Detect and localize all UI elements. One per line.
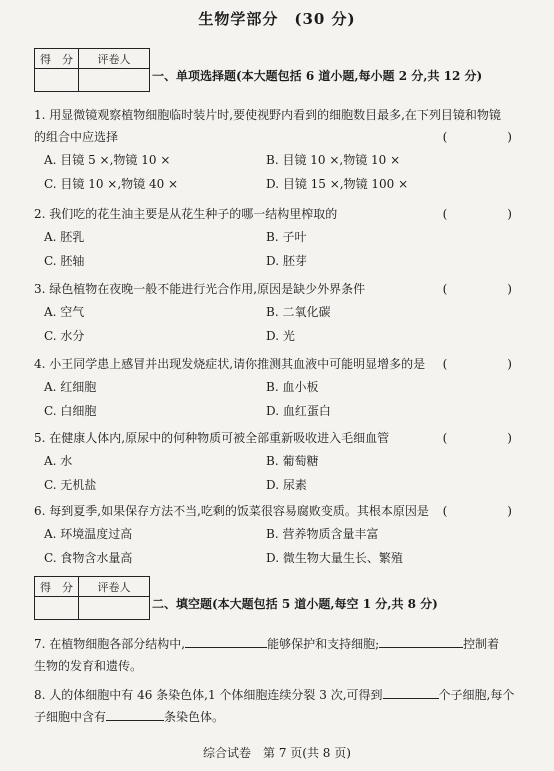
question-4 [34, 353, 524, 423]
page-title: 生物学部分 (30 分) [198, 10, 356, 28]
question-7 [34, 633, 524, 677]
option-d[interactable]: D. 光 [266, 329, 295, 343]
option-b[interactable]: B. 葡萄糖 [266, 454, 319, 468]
question-stem: 4. 小王同学患上感冒并出现发烧症状,请你推测其血液中可能明显增多的是 ( ) [34, 353, 524, 375]
section2-heading: 二、填空题(本大题包括 5 道小题,每空 1 分,共 8 分) [152, 597, 438, 611]
option-a[interactable]: A. 环境温度过高 [44, 527, 133, 541]
question-stem: 7. 在植物细胞各部分结构中, 能够保护和支持细胞; 控制着 [34, 633, 524, 655]
options [34, 225, 524, 273]
option-b[interactable]: B. 目镜 10 ×,物镜 10 × [266, 153, 401, 167]
grader-label: 评卷人 [79, 577, 149, 597]
option-b[interactable]: B. 二氧化碳 [266, 305, 331, 319]
page-footer: 综合试卷 第 7 页(共 8 页) [203, 746, 351, 760]
question-3 [34, 278, 524, 348]
question-stem: 2. 我们吃的花生油主要是从花生种子的哪一结构里榨取的 ( ) [34, 203, 524, 225]
question-stem-cont: 的组合中应选择 ( ) [34, 126, 524, 148]
option-a[interactable]: A. 红细胞 [44, 380, 97, 394]
question-stem-cont: 子细胞中含有 条染色体。 [34, 706, 524, 728]
score-cell [35, 69, 79, 91]
options [34, 375, 524, 423]
option-d[interactable]: D. 目镜 15 ×,物镜 100 × [266, 177, 409, 191]
option-d[interactable]: D. 尿素 [266, 478, 307, 492]
grader-cell [79, 597, 149, 619]
question-6 [34, 500, 524, 570]
question-stem-cont: 生物的发育和遗传。 [34, 659, 143, 673]
fill-blank-4[interactable] [106, 706, 164, 721]
answer-paren[interactable]: ( ) [442, 282, 524, 296]
section1-heading: 一、单项选择题(本大题包括 6 道小题,每小题 2 分,共 12 分) [152, 69, 483, 83]
option-b[interactable]: B. 营养物质含量丰富 [266, 527, 379, 541]
score-cell [35, 597, 79, 619]
options [34, 148, 524, 196]
option-c[interactable]: C. 目镜 10 ×,物镜 40 × [44, 177, 179, 191]
options [34, 522, 524, 570]
option-c[interactable]: C. 水分 [44, 329, 85, 343]
fill-blank-2[interactable] [379, 633, 463, 648]
option-a[interactable]: A. 空气 [44, 305, 85, 319]
question-stem: 1. 用显微镜观察植物细胞临时装片时,要使视野内看到的细胞数目最多,在下列目镜和物镜 [34, 108, 501, 122]
fill-blank-3[interactable] [383, 684, 439, 699]
option-c[interactable]: C. 无机盐 [44, 478, 97, 492]
option-c[interactable]: C. 胚轴 [44, 254, 85, 268]
grader-label: 评卷人 [79, 49, 149, 69]
score-label: 得 分 [35, 577, 79, 597]
score-box-section1 [34, 48, 150, 92]
question-stem: 8. 人的体细胞中有 46 条染色体,1 个体细胞连续分裂 3 次,可得到 个子细胞,每个 [34, 684, 524, 706]
question-stem: 3. 绿色植物在夜晚一般不能进行光合作用,原因是缺少外界条件 ( ) [34, 278, 524, 300]
option-b[interactable]: B. 子叶 [266, 230, 307, 244]
question-5 [34, 427, 524, 497]
fill-blank-1[interactable] [185, 633, 267, 648]
option-b[interactable]: B. 血小板 [266, 380, 319, 394]
grader-cell [79, 69, 149, 91]
answer-paren[interactable]: ( ) [442, 207, 524, 221]
options [34, 449, 524, 497]
option-a[interactable]: A. 水 [44, 454, 73, 468]
question-stem: 5. 在健康人体内,原尿中的何种物质可被全部重新吸收进入毛细血管 ( ) [34, 427, 524, 449]
answer-paren[interactable]: ( ) [442, 431, 524, 445]
option-a[interactable]: A. 目镜 5 ×,物镜 10 × [44, 153, 171, 167]
option-d[interactable]: D. 微生物大量生长、繁殖 [266, 551, 403, 565]
option-a[interactable]: A. 胚乳 [44, 230, 85, 244]
question-2 [34, 203, 524, 273]
option-d[interactable]: D. 胚芽 [266, 254, 307, 268]
score-box-section2 [34, 576, 150, 620]
question-1 [34, 104, 524, 196]
question-stem: 6. 每到夏季,如果保存方法不当,吃剩的饭菜很容易腐败变质。其根本原因是 ( ) [34, 500, 524, 522]
question-8 [34, 684, 524, 728]
option-c[interactable]: C. 白细胞 [44, 404, 97, 418]
answer-paren[interactable]: ( ) [442, 504, 524, 518]
answer-paren[interactable]: ( ) [442, 357, 524, 371]
option-c[interactable]: C. 食物含水量高 [44, 551, 133, 565]
answer-paren[interactable]: ( ) [442, 130, 524, 144]
options [34, 300, 524, 348]
option-d[interactable]: D. 血红蛋白 [266, 404, 331, 418]
score-label: 得 分 [35, 49, 79, 69]
